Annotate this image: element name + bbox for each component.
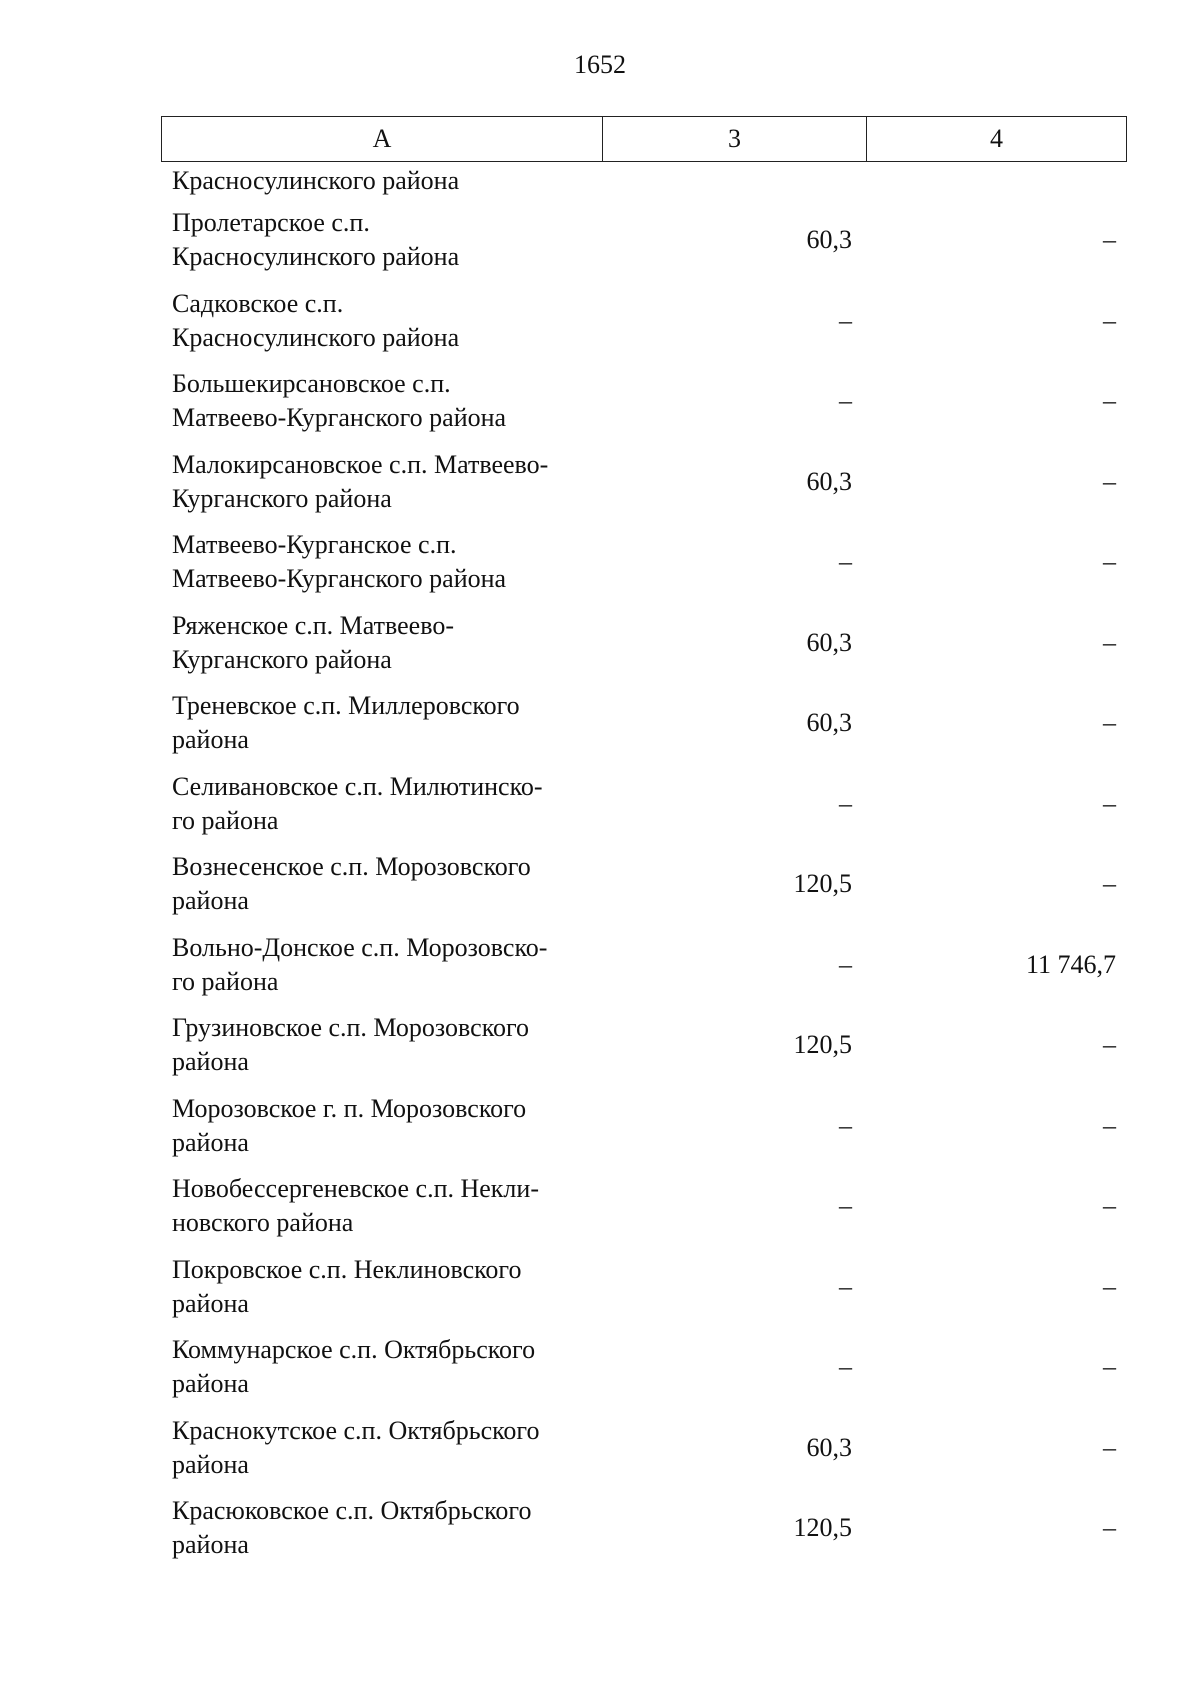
- settlement-name: Красюковское с.п. Октябрьского района: [172, 1496, 532, 1560]
- value-column-3: –: [839, 1191, 852, 1221]
- settlement-name: Селивановское с.п. Милютинско- го района: [172, 771, 543, 835]
- table-row: [161, 281, 1127, 362]
- settlement-name: Вольно-Донское с.п. Морозовско- го района: [172, 932, 548, 996]
- table-row: [161, 442, 1127, 523]
- table-body: [161, 164, 1127, 1569]
- value-column-4: –: [1103, 869, 1116, 899]
- value-column-4: –: [1103, 788, 1116, 818]
- settlement-name: Малокирсановское с.п. Матвеево- Курганского района: [172, 449, 549, 513]
- table-row: [161, 1247, 1127, 1328]
- value-column-4: 11 746,7: [1025, 949, 1116, 979]
- value-column-3: –: [839, 1352, 852, 1382]
- value-column-3: 120,5: [793, 869, 852, 899]
- value-column-4: –: [1103, 1030, 1116, 1060]
- settlement-name: Ряженское с.п. Матвеево- Курганского района: [172, 610, 454, 674]
- value-column-3: –: [839, 788, 852, 818]
- table-header: [161, 116, 1127, 162]
- value-column-3: –: [839, 949, 852, 979]
- value-column-4: –: [1103, 1352, 1116, 1382]
- value-column-3: 120,5: [793, 1030, 852, 1060]
- value-column-4: –: [1103, 305, 1116, 335]
- value-column-3: 120,5: [793, 1513, 852, 1543]
- value-column-3: 60,3: [806, 627, 852, 657]
- table-row: [161, 1408, 1127, 1489]
- value-column-4: –: [1103, 1191, 1116, 1221]
- value-column-4: –: [1103, 1271, 1116, 1301]
- value-column-4: –: [1103, 466, 1116, 496]
- value-column-3: –: [839, 386, 852, 416]
- settlement-name: Грузиновское с.п. Морозовского района: [172, 1013, 530, 1077]
- header-column-4: 4: [990, 124, 1003, 153]
- value-column-3: 60,3: [806, 225, 852, 255]
- value-column-3: –: [839, 1110, 852, 1140]
- table-row: [161, 1005, 1127, 1086]
- value-column-4: –: [1103, 547, 1116, 577]
- table-row: [161, 522, 1127, 603]
- value-column-3: 60,3: [806, 708, 852, 738]
- table-row: [161, 1086, 1127, 1167]
- value-column-4: –: [1103, 708, 1116, 738]
- value-column-4: –: [1103, 1513, 1116, 1543]
- table-row: [161, 764, 1127, 845]
- settlement-name: Садковское с.п. Красносулинского района: [172, 288, 460, 352]
- value-column-4: –: [1103, 1110, 1116, 1140]
- value-column-4: –: [1103, 386, 1116, 416]
- settlement-name: Вознесенское с.п. Морозовского района: [172, 852, 531, 916]
- table-row: [161, 164, 1127, 200]
- table-row: [161, 1488, 1127, 1569]
- table-row: [161, 603, 1127, 684]
- value-column-4: –: [1103, 225, 1116, 255]
- table-row: [161, 844, 1127, 925]
- table-row: [161, 1327, 1127, 1408]
- settlement-name: Коммунарское с.п. Октябрьского района: [172, 1335, 536, 1399]
- settlement-name: Морозовское г. п. Морозовского района: [172, 1093, 527, 1157]
- table-row: [161, 925, 1127, 1006]
- table-row: [161, 1166, 1127, 1247]
- value-column-4: –: [1103, 1432, 1116, 1462]
- settlement-name: Краснокутское с.п. Октябрьского района: [172, 1415, 540, 1479]
- value-column-3: 60,3: [806, 466, 852, 496]
- table-row: [161, 200, 1127, 281]
- header-column-3: 3: [603, 117, 867, 161]
- page-number: 1652: [574, 50, 626, 79]
- header-column-a: А: [162, 117, 603, 161]
- settlement-name: Новобессергеневское с.п. Некли- новского района: [172, 1174, 539, 1238]
- value-column-4: –: [1103, 627, 1116, 657]
- value-column-3: –: [839, 547, 852, 577]
- value-column-3: –: [839, 1271, 852, 1301]
- value-column-3: –: [839, 305, 852, 335]
- settlement-name: Красносулинского района: [172, 166, 460, 195]
- table-row: [161, 361, 1127, 442]
- settlement-name: Треневское с.п. Миллеровского района: [172, 691, 520, 755]
- settlement-name: Большекирсановское с.п. Матвеево-Курганского района: [172, 369, 507, 433]
- value-column-3: 60,3: [806, 1432, 852, 1462]
- settlement-name: Матвеево-Курганское с.п. Матвеево-Курганского района: [172, 530, 507, 594]
- table-row: [161, 683, 1127, 764]
- settlement-name: Пролетарское с.п. Красносулинского района: [172, 208, 460, 272]
- settlement-name: Покровское с.п. Неклиновского района: [172, 1254, 522, 1318]
